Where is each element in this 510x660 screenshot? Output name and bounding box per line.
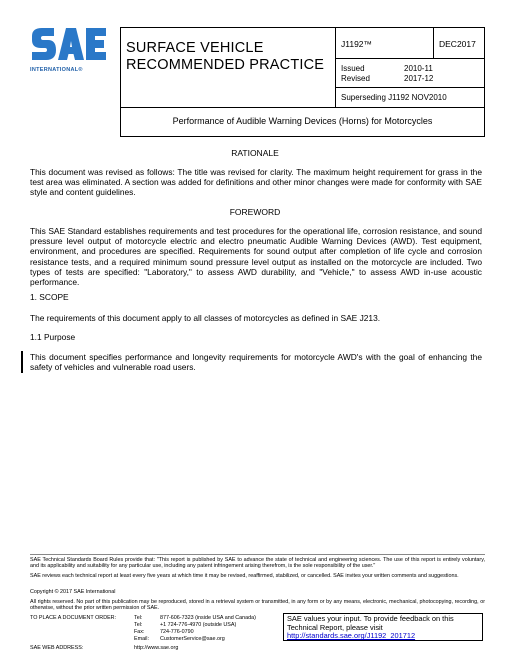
feedback-box [283,613,483,641]
scope-text: The requirements of this document apply to all classes of motorcycles as defined in SAE J213. [30,313,381,323]
order-label: TO PLACE A DOCUMENT ORDER: [30,615,117,621]
feedback-link[interactable]: http://standards.sae.org/J1192_201712 [287,631,416,641]
document-number: J1192™ [341,39,373,49]
superseding-note: Superseding J1192 NOV2010 [341,93,447,102]
divider [335,27,336,107]
document-category [126,40,334,74]
email-value[interactable]: CustomerService@sae.org [160,636,225,642]
fax-value: 724-776-0790 [160,629,194,635]
feedback-text: SAE values your input. To provide feedback on this Technical Report, please visit [287,614,454,632]
purpose-text: This document specifies performance and longevity requirements for motorcycle AWD's with the goal of enhancing the safety of vehicles and vulnerable road users. [30,352,482,373]
document-date: DEC2017 [439,39,476,49]
category-line-1: SURFACE VEHICLE [126,40,264,56]
tel-label: Tel: [134,615,143,621]
scope-heading: 1. SCOPE [30,292,69,302]
tel2-value: +1 724-776-4970 (outside USA) [160,622,237,628]
footer-review: SAE reviews each technical report at least every five years at which time it may be revised, reaffirmed, stabilized, or cancelled. SAE invites your written comments and suggestions. [30,573,459,579]
web-link[interactable]: http://www.sae.org [134,645,179,651]
revised-label: Revised [341,74,370,83]
divider [120,107,485,108]
web-label: SAE WEB ADDRESS: [30,645,84,651]
footer-copyright: Copyright © 2017 SAE International [30,589,116,595]
document-title: Performance of Audible Warning Devices (Horns) for Motorcycles [172,116,433,126]
revised-value: 2017-12 [404,74,434,83]
footer-divider [30,554,485,555]
divider [433,27,434,58]
footer-rights: All rights reserved. No part of this publication may be reproduced, stored in a retrieval system or transmitted, in any form or by any means, electronic, mechanical, photocopying, recording, or otherwise, without the prior written permission of SAE. [30,599,485,612]
purpose-heading: 1.1 Purpose [30,332,76,342]
divider [335,58,485,59]
foreword-text: This SAE Standard establishes requirements and test procedures for the operational life, corrosion resistance, and sound pressure level output of motorcycle electric and electro pneumatic Audible Warning Devices (AWD). Test equipment, environment, and procedures are specified. Requirements for sound output after completion of life cycle and corrosion resistance tests, and a required minimum sound pressure level output as installed on the motorcycle are included. Two types of tests are specified: "Laboratory," to assess AWD durability, and "Vehicle," to assess AWD in-use acoustic performance. [30,226,482,288]
foreword-heading: FOREWORD [229,207,281,217]
email-label: Email: [134,636,149,642]
revision-bar [21,351,23,373]
category-line-2: RECOMMENDED PRACTICE [126,57,325,73]
rationale-text: This document was revised as follows: The title was revised for clarity. The maximum height requirement for grass in the test area was eliminated. A section was added for definitions and other minor changes were made for conformity with SAE style and content guidelines. [30,167,482,198]
divider [335,87,485,88]
issued-label: Issued [341,64,365,73]
footer-rules: SAE Technical Standards Board Rules provide that: "This report is published by SAE to advance the state of technical and engineering sciences. The use of this report is entirely voluntary, and its applicability and suitability for any particular use, including any patent infringement arising therefrom, is the sole responsibility of the user." [30,557,485,570]
logo-subtitle: INTERNATIONAL® [30,67,83,73]
rationale-heading: RATIONALE [231,148,279,158]
tel-value: 877-606-7323 (inside USA and Canada) [160,615,256,621]
issued-value: 2010-11 [404,64,433,73]
fax-label: Fax: [134,629,145,635]
tel2-label: Tel: [134,622,143,628]
